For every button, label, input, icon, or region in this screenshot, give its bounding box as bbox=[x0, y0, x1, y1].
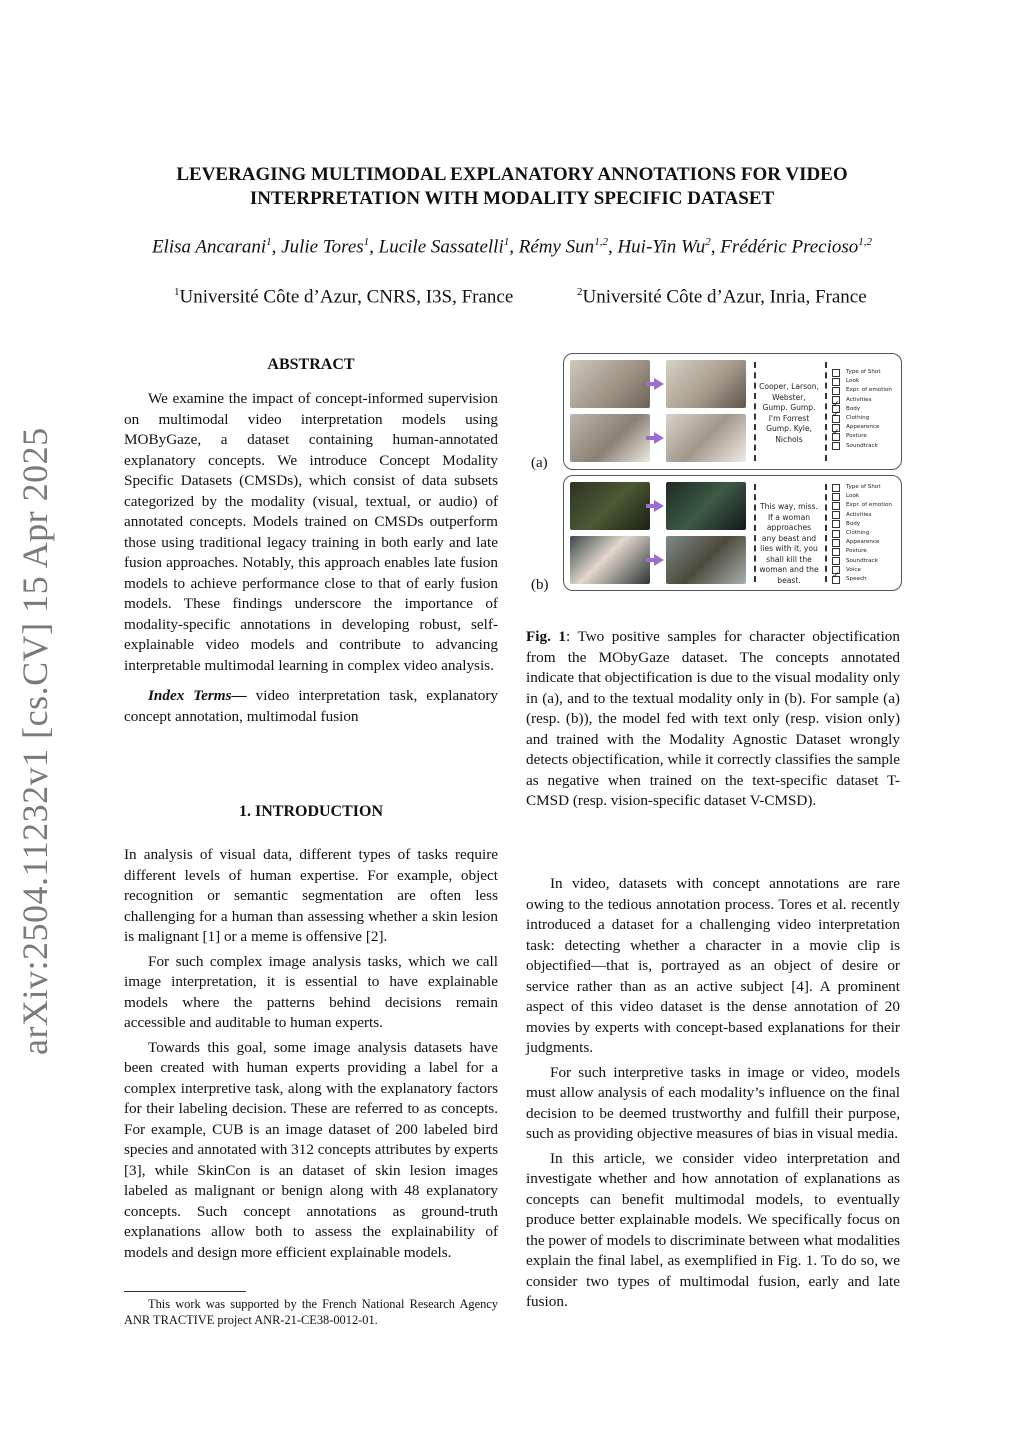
author-name: Frédéric Precioso bbox=[720, 236, 859, 258]
intro-paragraph-1: In analysis of visual data, different types of tasks require different levels of human expertise. For example, object recognition or semantic segmentation are often less challenging for a human than assessing whether a skin lesion is malignant [1] or a meme is offensive [2]. bbox=[124, 846, 498, 945]
divider bbox=[825, 362, 827, 461]
concept-label: Body bbox=[846, 520, 861, 527]
footnote-rule bbox=[124, 1291, 246, 1292]
author-affil-mark: 1 bbox=[363, 236, 370, 248]
video-frame bbox=[666, 482, 746, 530]
divider bbox=[754, 362, 756, 461]
arrow-right-icon bbox=[654, 554, 664, 566]
concept-label: Soundtrack bbox=[846, 557, 878, 564]
checkbox-empty-icon bbox=[832, 442, 840, 450]
concept-item bbox=[832, 501, 892, 510]
figure-caption-label: Fig. 1 bbox=[526, 628, 567, 645]
index-terms-label: Index Terms— bbox=[148, 687, 247, 704]
right-column-body bbox=[526, 874, 900, 1313]
concept-label: Speech bbox=[846, 576, 867, 583]
right-paragraph-3: In this article, we consider video interpretation and investigate whether and how annotation of explanations as concepts can benefit multimodal models, to eventually produce better explainable models. We specifically focus on the power of models to discriminate between what modalities explain the final label, as exemplified in Fig. 1. To do so, we consider two types of multimodal fusion, early and late fusion. bbox=[526, 1149, 900, 1310]
video-frame bbox=[570, 536, 650, 584]
author-affil-mark: 1,2 bbox=[594, 236, 608, 248]
index-terms-text: video interpretation task, explanatory concept annotation, multimodal fusion bbox=[124, 687, 498, 725]
concept-item bbox=[832, 405, 892, 414]
figure-panel-a bbox=[563, 353, 902, 470]
arxiv-stamp: arXiv:2504.11232v1 [cs.CV] 15 Apr 2025 bbox=[15, 427, 55, 1055]
checkbox-empty-icon bbox=[832, 511, 840, 519]
arrow-right-icon bbox=[654, 500, 664, 512]
video-frame bbox=[666, 414, 746, 462]
divider bbox=[825, 484, 827, 582]
concept-label: Expr. of emotion bbox=[846, 502, 892, 509]
video-frame bbox=[570, 482, 650, 530]
abstract-body bbox=[124, 389, 498, 727]
author-affil-mark: 2 bbox=[705, 236, 711, 248]
concept-item bbox=[832, 432, 892, 441]
concept-item bbox=[832, 547, 892, 556]
author-list: Elisa Ancarani$^1$, Julie Tores$^1$, Lucile Sassatelli$^1$, Rémy Sun$^{1,2}$, Hui-Yin Wu$^2$, Frédéric Precioso$^{1,2}$ bbox=[151, 236, 873, 258]
figure-panel-b bbox=[563, 475, 902, 591]
concept-label: Appearence bbox=[846, 424, 880, 431]
concept-item bbox=[832, 492, 892, 501]
intro-heading: 1. INTRODUCTION bbox=[238, 803, 383, 820]
footnote-text: This work was supported by the French National Research Agency ANR TRACTIVE project ANR-21-CE38-0012-01. bbox=[124, 1297, 498, 1327]
author-affil-mark: 1,2 bbox=[858, 236, 873, 248]
paper-title: LEVERAGING MULTIMODAL EXPLANATORY ANNOTATIONS FOR VIDEO INTERPRETATION WITH MODALITY SPECIFIC DATASET bbox=[176, 164, 848, 209]
concept-label: Activities bbox=[846, 396, 872, 403]
concept-item bbox=[832, 414, 892, 423]
checkbox-checked-icon bbox=[832, 415, 840, 423]
abstract-heading: ABSTRACT bbox=[267, 356, 355, 373]
checkbox-empty-icon bbox=[832, 378, 840, 386]
author-name: Lucile Sassatelli bbox=[378, 236, 504, 258]
checkbox-checked-icon bbox=[832, 433, 840, 441]
arrow-right-icon bbox=[654, 432, 664, 444]
right-paragraph-2: For such interpretive tasks in image or video, models must allow analysis of each modality’s influence on the final decision to be deemed trustworthy and fulfill their purpose, such as providing objective measures of bias in visual media. bbox=[526, 1063, 900, 1142]
concept-label: Look bbox=[846, 378, 860, 385]
concept-label: Appearence bbox=[846, 539, 880, 546]
concept-item bbox=[832, 368, 892, 377]
concept-label: Posture bbox=[846, 548, 867, 555]
figure-caption bbox=[526, 627, 900, 812]
concept-item bbox=[832, 377, 892, 386]
concept-item bbox=[832, 423, 892, 432]
affiliation-text: Université Côte d’Azur, CNRS, I3S, France bbox=[179, 286, 514, 308]
checkbox-empty-icon bbox=[832, 369, 840, 377]
footnote bbox=[124, 1296, 498, 1328]
concept-label: Expr. of emotion bbox=[846, 387, 892, 394]
concept-label: Voice bbox=[846, 566, 861, 573]
checkbox-checked-icon bbox=[832, 576, 840, 584]
checkbox-empty-icon bbox=[832, 484, 840, 492]
affiliation-mark: 2 bbox=[577, 286, 583, 298]
concept-item bbox=[832, 538, 892, 547]
concept-item bbox=[832, 557, 892, 566]
author-name: Elisa Ancarani bbox=[151, 236, 267, 258]
intro-paragraph-3: Towards this goal, some image analysis datasets have been created with human experts providing a label for a complex interpretive task, along with the explanatory factors for their labeling decision. These are referred to as concepts. For example, CUB is an image dataset of 200 labeled bird species and annotated with 312 concepts attributes by experts [3], while SkinCon is an dataset of skin lesion images labeled as malignant or benign along with 48 explanatory concepts. Such concept annotations as ground-truth explanations allow both to assess the explainability of models and design more efficient explainable models. bbox=[124, 1038, 498, 1261]
concept-item bbox=[832, 396, 892, 405]
concept-item bbox=[832, 520, 892, 529]
divider bbox=[754, 484, 756, 582]
author-affil-mark: 1 bbox=[266, 236, 272, 248]
concept-label: Type of Shot bbox=[846, 484, 881, 490]
video-frame bbox=[570, 414, 650, 462]
intro-paragraph-2: For such complex image analysis tasks, which we call image interpretation, it is essential to have explainable models where the patterns behind decisions remain accessible and auditable to human experts. bbox=[124, 952, 498, 1031]
checkbox-empty-icon bbox=[832, 520, 840, 528]
checkbox-empty-icon bbox=[832, 493, 840, 501]
concept-label: Soundtrack bbox=[846, 442, 878, 449]
author-name: Rémy Sun bbox=[518, 236, 595, 258]
checkbox-empty-icon bbox=[832, 548, 840, 556]
concept-label: Activities bbox=[846, 511, 872, 518]
video-frame bbox=[666, 360, 746, 408]
concept-item bbox=[832, 483, 892, 492]
concept-label: Look bbox=[846, 493, 860, 500]
author-name: Julie Tores bbox=[281, 236, 364, 258]
index-terms bbox=[124, 686, 498, 727]
concept-label: Clothing bbox=[846, 530, 870, 537]
video-frame bbox=[570, 360, 650, 408]
concept-list-a bbox=[832, 368, 892, 451]
concept-label: Posture bbox=[846, 433, 867, 440]
concept-label: Clothing bbox=[846, 415, 870, 422]
subtitle-quote-a: Cooper, Larson, Webster, Gump. Gump. I'm Forrest Gump. Kyle, Nichols bbox=[759, 382, 819, 444]
affiliation-1 bbox=[174, 286, 513, 308]
affiliation-mark: 1 bbox=[174, 286, 180, 298]
intro-body bbox=[124, 845, 498, 1263]
figure-label-a: (a) bbox=[531, 455, 548, 471]
checkbox-empty-icon bbox=[832, 557, 840, 565]
concept-item bbox=[832, 442, 892, 451]
concept-label: Body bbox=[846, 405, 861, 412]
affiliation-text: Université Côte d’Azur, Inria, France bbox=[582, 286, 867, 308]
checkbox-empty-icon bbox=[832, 387, 840, 395]
affiliation-2 bbox=[577, 286, 867, 308]
checkbox-empty-icon bbox=[832, 502, 840, 510]
figure-caption-text: : Two positive samples for character objectification from the MObyGaze dataset. The concepts annotated indicate that objectification is due to the visual modality only in (a), and to the textual modality only in (b). For sample (a) (resp. (b)), the model fed with text only (resp. vision only) and trained with the Modality Agnostic Dataset wrongly detects objectification, while it correctly classifies the sample as negative when trained on the text-specific dataset T-CMSD (resp. vision-specific dataset V-CMSD). bbox=[526, 628, 900, 809]
arrow-right-icon bbox=[654, 378, 664, 390]
right-paragraph-1: In video, datasets with concept annotations are rare owing to the tedious annotation process. Tores et al. recently introduced a dataset for a challenging video interpretation task: detecting whether a character in a movie clip is objectified—that is, portrayed as an object of desire or service rather than as an active subject [4]. A prominent aspect of this video dataset is the dense annotation of 20 movies by experts with concept-based explanations for their judgments. bbox=[526, 875, 900, 1056]
checkbox-empty-icon bbox=[832, 539, 840, 547]
figure-label-b: (b) bbox=[531, 577, 549, 593]
abstract-text: We examine the impact of concept-informed supervision on multimodal video interpretation models using MOByGaze, a dataset containing human-annotated explanatory concepts. We introduce Concept Modality Specific Datasets (CMSDs), which consist of data subsets categorized by the modality (visual, textual, or audio) of annotated concepts. Models trained on CMSDs outperform those using traditional legacy training in both early and late fusion approaches. Notably, this approach enables late fusion models to achieve performance close to that of early fusion models. These findings underscore the importance of modality-specific annotations in developing robust, self-explainable video models and contribute to advancing interpretable multimodal learning in complex video analysis. bbox=[124, 390, 498, 674]
subtitle-quote-b: This way, miss. If a woman approaches any beast and lies with it, you shall kill the woman and the beast. bbox=[759, 502, 819, 585]
concept-label: Type of Shot bbox=[846, 369, 881, 375]
concept-list-b bbox=[832, 483, 892, 584]
concept-item bbox=[832, 575, 892, 584]
concept-item bbox=[832, 386, 892, 395]
author-affil-mark: 1 bbox=[503, 236, 510, 248]
video-frame bbox=[666, 536, 746, 584]
author-name: Hui-Yin Wu bbox=[617, 236, 706, 258]
concept-item bbox=[832, 529, 892, 538]
concept-item bbox=[832, 566, 892, 575]
concept-item bbox=[832, 511, 892, 520]
checkbox-empty-icon bbox=[832, 530, 840, 538]
